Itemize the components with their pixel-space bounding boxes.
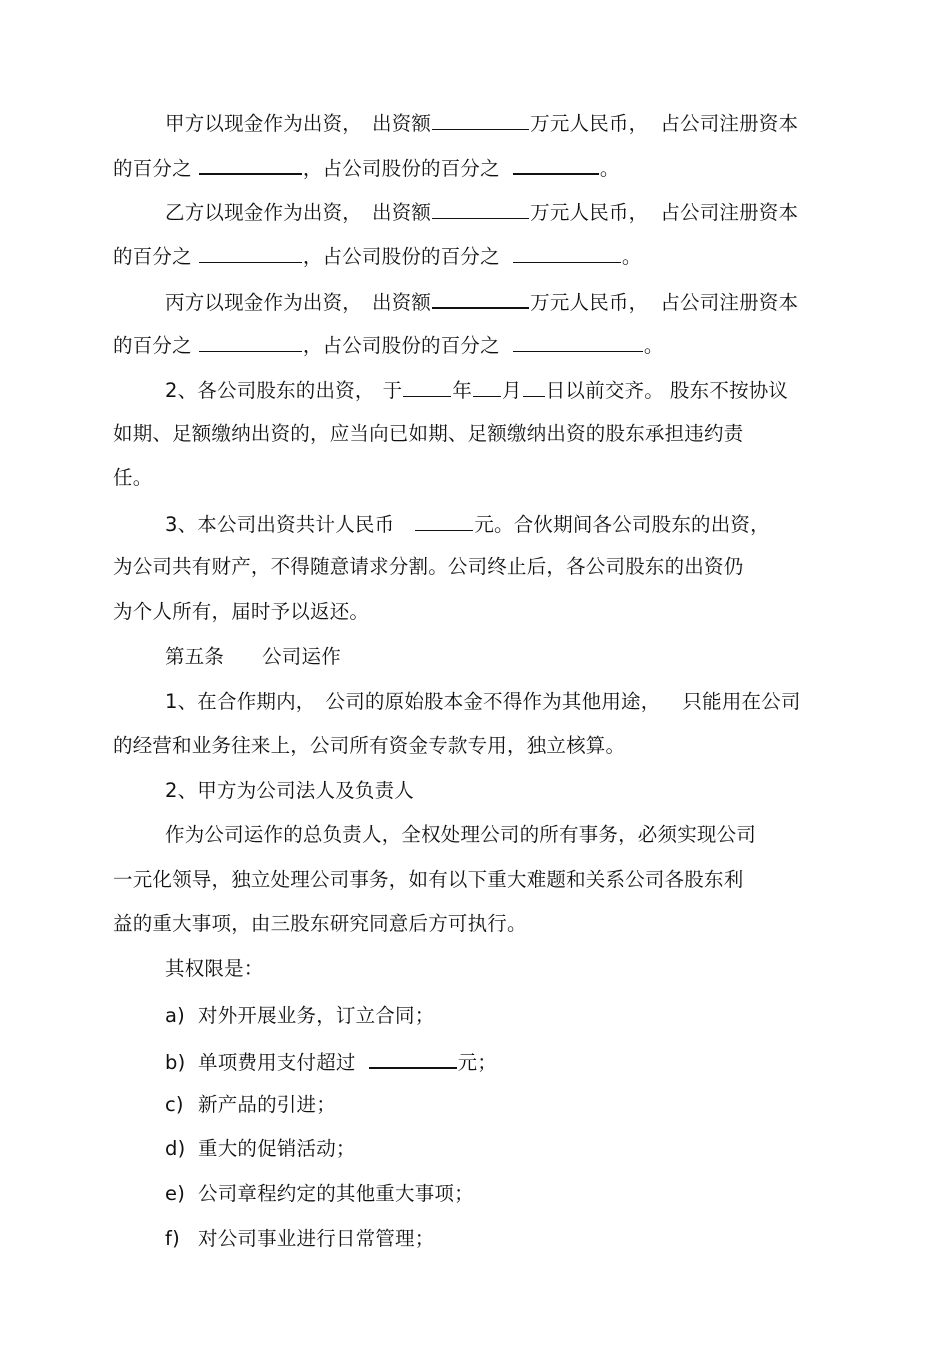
article-title: 公司运作 (262, 645, 341, 668)
item-3-line-1: 3、本公司出资共计人民币 元。合伙期间各公司股东的出资， (165, 510, 770, 538)
operation-2-line-3: 益的重大事项，由三股东研究同意后方可执行。 (113, 912, 527, 935)
power-item: d) 重大的促销活动； (165, 1137, 356, 1160)
power-item: f) 对公司事业进行日常管理； (165, 1227, 435, 1250)
amount-blank (432, 198, 529, 219)
operation-2-line-2: 一元化领导，独立处理公司事务，如有以下重大难题和关系公司各股东利 (113, 868, 744, 891)
item-3-line-2: 为公司共有财产，不得随意请求分割。公司终止后，各公司股东的出资仍 (113, 555, 744, 578)
amount-blank (432, 109, 529, 130)
power-marker: a) (165, 1004, 185, 1027)
shareholder-a-line-2: 的百分之 ，占公司股份的百分之 。 (113, 153, 620, 182)
item-3-line-3: 为个人所有，届时予以返还。 (113, 600, 370, 623)
power-marker: c) (165, 1093, 184, 1116)
power-marker: f) (165, 1227, 180, 1250)
operation-2-line-1: 作为公司运作的总负责人，全权处理公司的所有事务，必须实现公司 (165, 823, 757, 846)
shareholder-b-line-2: 的百分之 ，占公司股份的百分之 。 (113, 242, 642, 270)
share-percent-blank (513, 331, 643, 352)
item-2-line-2: 如期、足额缴纳出资的，应当向已如期、足额缴纳出资的股东承担违约责 (113, 422, 744, 445)
item-2-line-1: 2、各公司股东的出资， 于 年 月 日以前交齐。 股东不按协议 (165, 376, 788, 404)
shareholder-b-line-1: 乙方以现金作为出资， 出资额 万元人民币， 占公司注册资本 (165, 198, 798, 226)
day-blank (523, 376, 545, 397)
year-blank (403, 376, 451, 397)
power-item: a) 对外开展业务，订立合同； (165, 1004, 435, 1027)
article-5-heading (165, 644, 341, 670)
power-item: b) 单项费用支付超过 元； (165, 1047, 497, 1076)
operation-2-heading: 2、甲方为公司法人及负责人 (165, 779, 415, 802)
expense-limit-blank (369, 1047, 457, 1069)
operation-1-line-1: 1、在合作期内， 公司的原始股本金不得作为其他用途， 只能用在公司 (165, 690, 801, 713)
power-item: c) 新产品的引进； (165, 1093, 336, 1116)
shareholder-c-line-2: 的百分之 ，占公司股份的百分之 。 (113, 331, 664, 359)
item-2-line-3: 任。 (113, 466, 153, 489)
power-marker: e) (165, 1182, 186, 1205)
share-percent-blank (513, 242, 621, 263)
power-marker: d) (165, 1137, 186, 1160)
capital-percent-blank (199, 331, 302, 352)
capital-percent-blank (199, 153, 302, 175)
article-number: 第五条 (165, 645, 225, 668)
share-percent-blank (513, 153, 599, 175)
total-capital-blank (415, 510, 473, 531)
amount-blank (432, 287, 529, 309)
shareholder-a-line-1: 甲方以现金作为出资， 出资额 万元人民币， 占公司注册资本 (165, 109, 798, 137)
operation-1-line-2: 的经营和业务往来上，公司所有资金专款专用，独立核算。 (113, 734, 626, 757)
capital-percent-blank (199, 242, 302, 263)
powers-intro: 其权限是： (165, 957, 264, 980)
shareholder-c-line-1: 丙方以现金作为出资， 出资额 万元人民币， 占公司注册资本 (165, 287, 798, 316)
power-item: e) 公司章程约定的其他重大事项； (165, 1182, 474, 1205)
power-marker: b) (165, 1051, 186, 1074)
month-blank (473, 376, 501, 397)
